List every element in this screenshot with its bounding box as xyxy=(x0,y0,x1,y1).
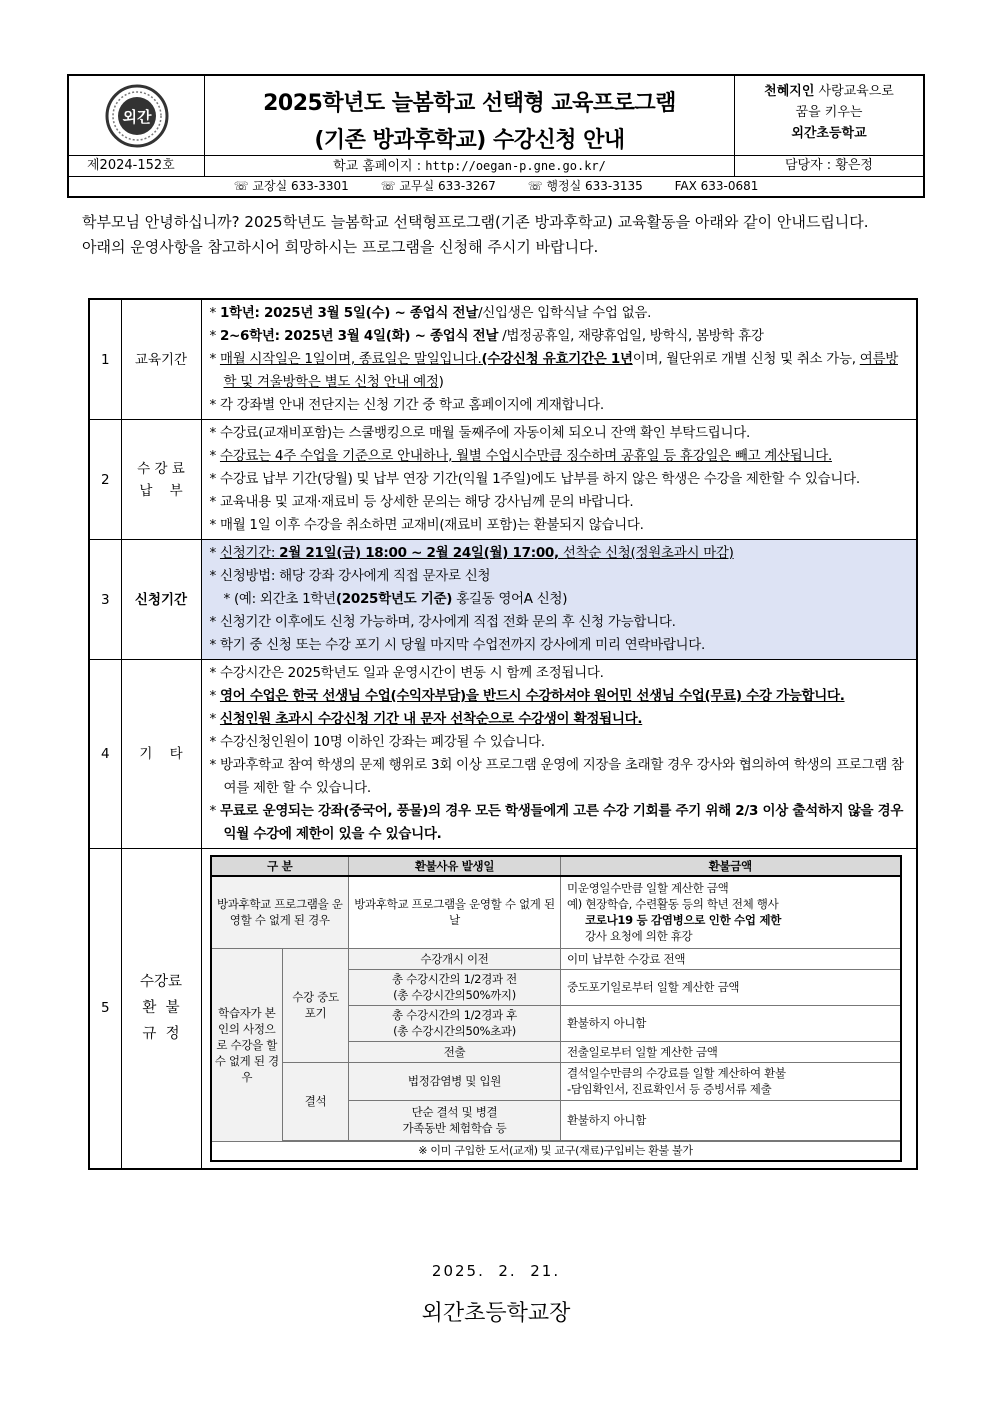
example-c: 홍길동 영어A 신청) xyxy=(452,591,568,607)
cell-line: 총 수강시간의 1/2경과 후 xyxy=(392,1008,517,1022)
logo-text: 외간 xyxy=(122,108,151,126)
list-item xyxy=(210,800,911,846)
table-row xyxy=(211,1141,901,1161)
list-item: * 방과후학교 참여 학생의 문제 행위로 3회 이상 프로그램 운영에 지장을 초래할 경우 강사와 협의하여 학생의 프로그램 참여를 제한 할 수 있습니다. xyxy=(210,754,911,800)
section-tuition-payment xyxy=(89,420,917,540)
section-label xyxy=(121,849,201,1169)
list-item: * 매월 1일 이후 수강을 취소하면 교재비(재료비 포함)는 환불되지 않습니다. xyxy=(210,514,911,537)
table-cell: 수강 중도 포기 xyxy=(283,948,349,1062)
list-item xyxy=(210,685,911,708)
refund-note: ※ 이미 구입한 도서(교재) 및 교구(재료)구입비는 환불 불가 xyxy=(211,1141,901,1161)
doc-title-line1: 2025학년도 늘봄학교 선택형 교육프로그램 xyxy=(263,91,676,116)
list-item xyxy=(210,348,911,394)
phone-principal: ☏ 교장실 633-3301 xyxy=(233,179,349,193)
first-come-note: 신청인원 초과시 수강신청 기간 내 문자 선착순으로 수강생이 확정됩니다. xyxy=(219,711,643,727)
intro-paragraph-2: 아래의 운영사항을 참고하시어 희망하시는 프로그램을 신청해 주시기 바랍니다. xyxy=(82,238,599,256)
list-item: * 각 강좌별 안내 전단지는 신청 기간 중 학교 홈페이지에 게재합니다. xyxy=(210,394,911,417)
apply-period-note: 선착순 신청(정원초과시 마감) xyxy=(558,545,734,561)
label-line-2: 환 불 xyxy=(142,1000,180,1017)
document-header xyxy=(67,74,925,198)
table-cell: 수강개시 이전 xyxy=(349,948,561,969)
label-line-1: 수강료 xyxy=(139,974,183,991)
section-refund-policy xyxy=(89,849,917,1169)
cell-line: -담임확인서, 진료확인서 등 증빙서류 제출 xyxy=(567,1082,772,1096)
validity-rule: (수강신청 유효기간은 1년 xyxy=(481,351,633,367)
table-cell xyxy=(349,1100,561,1140)
list-item xyxy=(210,445,911,468)
cell-line: 총 수강시간의 1/2경과 전 xyxy=(392,972,517,986)
list-item xyxy=(210,542,911,565)
section-number: 2 xyxy=(89,420,121,540)
section-label: 기 타 xyxy=(121,660,201,849)
list-item: * 수강신청인원이 10명 이하인 강좌는 폐강될 수 있습니다. xyxy=(210,731,911,754)
table-row xyxy=(211,876,901,948)
section-label: 교육기간 xyxy=(121,299,201,420)
section-application-period xyxy=(89,540,917,660)
table-cell xyxy=(561,1062,901,1100)
grade1-note: /신입생은 입학식날 수업 없음. xyxy=(478,305,652,321)
table-cell: 방과후학교 프로그램을 운영할 수 없게 된 경우 xyxy=(211,876,349,948)
col-header-amount: 환불금액 xyxy=(561,856,901,876)
cell-line: (총 수강시간의50%초과) xyxy=(393,1024,516,1038)
table-cell xyxy=(349,969,561,1005)
grade2-6-period: 2~6학년: 2025년 3월 4일(화) ~ 종업식 전날 xyxy=(219,328,499,344)
refund-table xyxy=(210,855,902,1162)
cell-line: 결석일수만큼의 수강료를 일할 계산하여 환불 xyxy=(567,1066,786,1080)
guide-table xyxy=(88,298,918,1170)
table-cell: 중도포기일로부터 일할 계산한 금액 xyxy=(561,969,901,1005)
phone-academic: ☏ 교무실 633-3267 xyxy=(380,179,496,193)
col-header-category: 구 분 xyxy=(211,856,349,876)
school-logo xyxy=(69,76,205,156)
monthly-apply-note: 이며, 월단위로 개별 신청 및 취소 가능, xyxy=(632,351,860,367)
table-cell: 전출일로부터 일할 계산한 금액 xyxy=(561,1041,901,1062)
table-cell xyxy=(561,876,901,948)
month-rule: 매월 시작일은 1일이며, 종료일은 말일입니다. xyxy=(219,351,482,367)
title-block xyxy=(205,76,735,156)
cell-line: 단순 결석 및 병결 xyxy=(411,1105,498,1119)
example-line xyxy=(210,588,911,611)
section-education-period xyxy=(89,299,917,420)
paren-close: ) xyxy=(438,374,444,390)
cell-line: 예) 현장학습, 수련활동 등의 학년 전체 행사 xyxy=(567,897,779,912)
list-item: * 학기 중 신청 또는 수강 포기 시 당월 마지막 수업전까지 강사에게 미리 연락바랍니다. xyxy=(210,634,911,657)
principal-signature: 외간초등학교장 xyxy=(421,1301,571,1326)
table-cell xyxy=(349,1005,561,1041)
tuition-calc-note: 수강료는 4주 수업을 기준으로 안내하나, 월별 수업시수만큼 징수하며 공휴일 등 휴강일은 빼고 계산됩니다. xyxy=(219,448,832,464)
phone-admin: ☏ 행정실 633-3135 xyxy=(527,179,643,193)
cell-line: 미운영일수만큼 일할 계산한 금액 xyxy=(567,881,729,896)
table-cell: 방과후학교 프로그램을 운영할 수 없게 된 날 xyxy=(349,876,561,948)
cell-line: (총 수강시간의50%까지) xyxy=(393,988,516,1002)
list-item xyxy=(210,302,911,325)
label-line-3: 규 정 xyxy=(142,1026,180,1043)
table-row xyxy=(211,1062,901,1100)
table-cell: 환불하지 아니함 xyxy=(561,1100,901,1140)
english-class-note: 영어 수업은 한국 선생님 수업(수익자부담)을 반드시 수강하셔야 원어민 선생님 수업(무료) 수강 가능합니다. xyxy=(219,688,845,704)
list-item xyxy=(210,325,911,348)
table-cell: 결석 xyxy=(283,1062,349,1140)
cell-line: 코로나19 등 감염병으로 인한 수업 제한 xyxy=(585,913,782,928)
section-label: 신청기간 xyxy=(121,540,201,660)
section-label xyxy=(121,420,201,540)
section-number: 5 xyxy=(89,849,121,1169)
cell-line: 강사 요청에 의한 휴강 xyxy=(585,929,693,944)
example-b: (2025학년도 기준) xyxy=(335,591,453,607)
manager-info: 담당자 : 황은정 xyxy=(785,158,873,173)
section-number: 3 xyxy=(89,540,121,660)
list-item: * 신청방법: 해당 강좌 강사에게 직접 문자로 신청 xyxy=(210,565,911,588)
apply-period-label: 신청기간: xyxy=(219,545,280,561)
apply-period-dates: 2월 21일(금) 18:00 ~ 2월 24일(월) 17:00, xyxy=(279,545,559,561)
motto-keyword: 천혜지인 xyxy=(764,84,815,99)
free-class-note: 무료로 운영되는 강좌(중국어, 풍물)의 경우 모든 학생들에게 고른 수강 기회를 주기 위해 2/3 이상 출석하지 않을 경우 익월 수강에 제한이 있을 수 있습니다. xyxy=(219,803,904,842)
section-number: 4 xyxy=(89,660,121,849)
table-cell: 환불하지 아니함 xyxy=(561,1005,901,1041)
list-item: * 신청기간 이후에도 신청 가능하며, 강사에게 직접 전화 문의 후 신청 가능합니다. xyxy=(210,611,911,634)
issue-date: 2025. 2. 21. xyxy=(431,1262,561,1280)
cell-line: 가족동반 체험학습 등 xyxy=(402,1121,507,1135)
example-a: (예: 외간초 1학년 xyxy=(233,591,336,607)
homepage-label: 학교 홈페이지 : xyxy=(333,159,426,174)
doc-number: 제2024-152호 xyxy=(69,156,205,176)
list-item xyxy=(210,708,911,731)
motto-line2: 꿈을 키우는 xyxy=(795,105,863,120)
homepage-link[interactable]: http://oegan-p.gne.go.kr/ xyxy=(425,159,606,173)
section-number: 1 xyxy=(89,299,121,420)
table-cell: 법정감염병 및 입원 xyxy=(349,1062,561,1100)
intro-paragraph-1: 학부모님 안녕하십니까? 2025학년도 늘봄학교 선택형프로그램(기존 방과후학교) 교육활동을 아래와 같이 안내드립니다. xyxy=(82,213,869,231)
list-item: * 수강시간은 2025학년도 일과 운영시간이 변동 시 함께 조정됩니다. xyxy=(210,662,911,685)
motto-line1: 사랑교육으로 xyxy=(814,84,894,99)
col-header-reason: 환불사유 발생일 xyxy=(349,856,561,876)
section-etc xyxy=(89,660,917,849)
label-line-2: 납 부 xyxy=(139,482,183,499)
list-item: * 수강료 납부 기간(당월) 및 납부 연장 기간(익월 1주일)에도 납부를 하지 않은 학생은 수강을 제한할 수 있습니다. xyxy=(210,468,911,491)
grade1-period: 1학년: 2025년 3월 5일(수) ~ 종업식 전날 xyxy=(219,305,479,321)
list-item: * 교육내용 및 교재·재료비 등 상세한 문의는 해당 강사님께 문의 바랍니다. xyxy=(210,491,911,514)
contact-phones xyxy=(69,177,923,196)
vacation-note: 여름방학 및 겨울방학은 별도 신청 안내 예정 xyxy=(223,351,898,390)
school-emblem-icon xyxy=(105,84,169,148)
list-item: * 수강료(교재비포함)는 스쿨뱅킹으로 매월 둘째주에 자동이체 되오니 잔액 확인 부탁드립니다. xyxy=(210,422,911,445)
intro-text xyxy=(66,210,932,260)
table-cell: 전출 xyxy=(349,1041,561,1062)
doc-title-line2: (기존 방과후학교) 수강신청 안내 xyxy=(314,128,625,153)
homepage-info xyxy=(205,156,735,176)
school-name: 외간초등학교 xyxy=(791,126,867,141)
table-cell: 이미 납부한 수강료 전액 xyxy=(561,948,901,969)
label-line-1: 수 강 료 xyxy=(137,460,185,477)
table-cell: 학습자가 본인의 사정으로 수강을 할 수 없게 된 경우 xyxy=(211,948,283,1141)
school-motto xyxy=(735,76,923,156)
fax-number: FAX 633-0681 xyxy=(674,179,759,193)
grade2-6-note: /법정공휴일, 재량휴업일, 방학식, 봄방학 휴강 xyxy=(498,328,764,344)
table-row xyxy=(211,948,901,969)
